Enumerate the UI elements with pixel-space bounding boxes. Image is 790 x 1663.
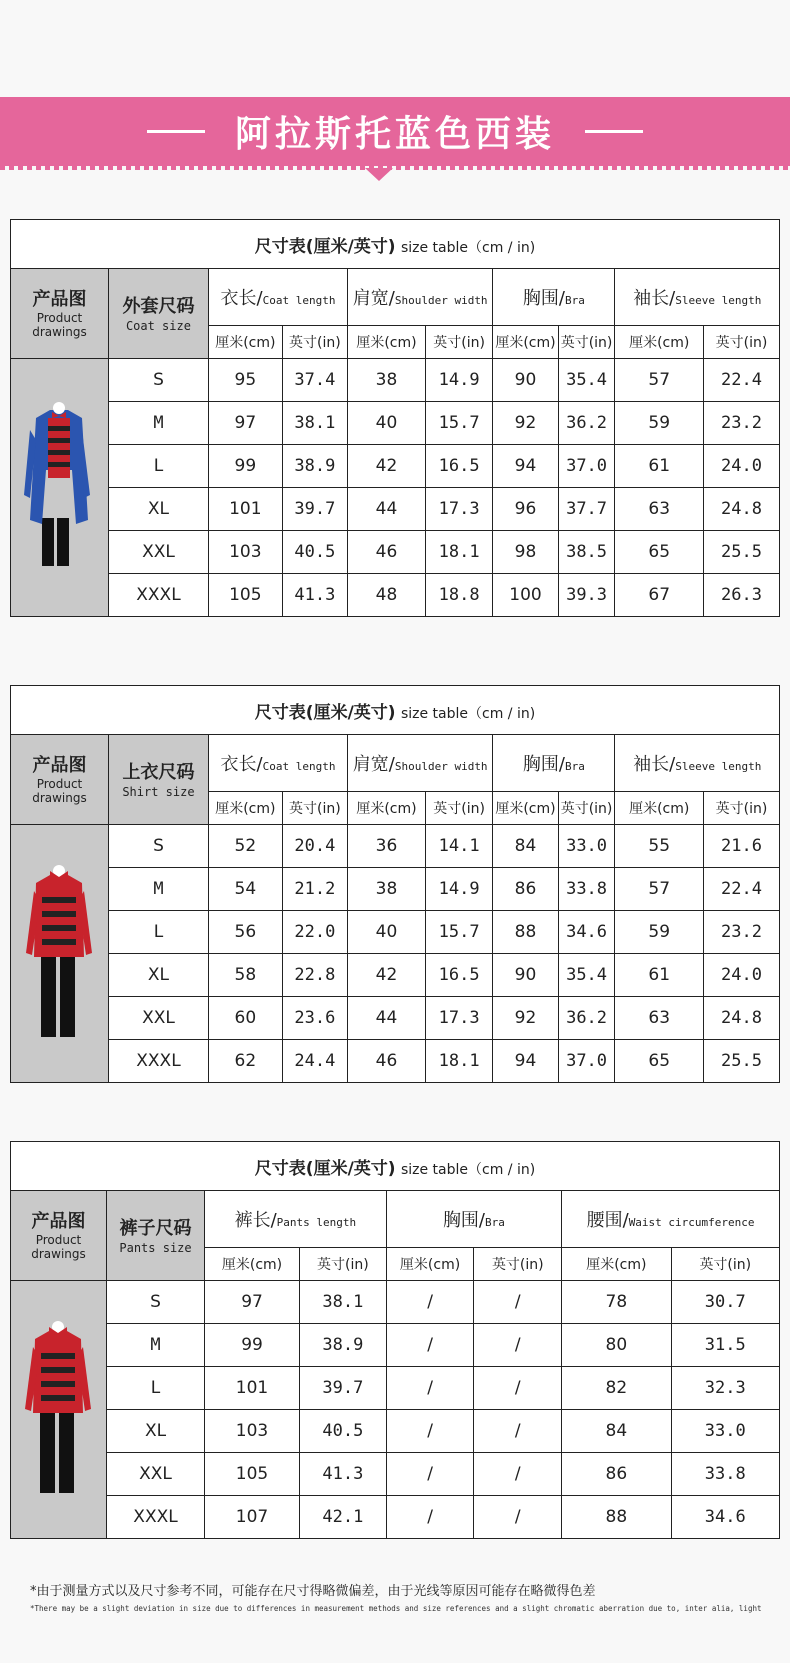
table-row: XXXL 107 42.1 / / 88 34.6 [11,1496,780,1539]
bust-header: 胸围/Bra [493,269,615,326]
unit-cm: 厘米(cm) [348,792,426,825]
table-row: XL 101 39.7 44 17.3 96 37.7 63 24.8 [11,488,780,531]
table-title: 尺寸表(厘米/英寸) size table（cm / in) [11,1142,780,1191]
pants-product-image [11,1281,107,1539]
table-row: S 97 38.1 / / 78 30.7 [11,1281,780,1324]
unit-in: 英寸(in) [671,1248,779,1281]
unit-in: 英寸(in) [558,326,615,359]
unit-cm: 厘米(cm) [493,326,558,359]
unit-in: 英寸(in) [425,326,492,359]
table-title: 尺寸表(厘米/英寸) size table（cm / in) [11,686,780,735]
coat-length-header: 衣长/Coat length [208,269,347,326]
shoulder-width-header: 肩宽/Shoulder width [348,269,493,326]
unit-cm: 厘米(cm) [493,792,558,825]
unit-in: 英寸(in) [299,1248,386,1281]
unit-cm: 厘米(cm) [348,326,426,359]
sleeve-length-header: 袖长/Sleeve length [615,735,780,792]
product-header: 产品图 Product drawings [11,1191,107,1281]
bust-header: 胸围/Bra [386,1191,561,1248]
unit-cm: 厘米(cm) [562,1248,671,1281]
product-header: 产品图 Product drawings [11,269,109,359]
table-row: XXL 60 23.6 44 17.3 92 36.2 63 24.8 [11,997,780,1040]
bust-header: 胸围/Bra [493,735,615,792]
note-chinese: *由于测量方式以及尺寸参考不同，可能存在尺寸得略微偏差，由于光线等原因可能存在略微得色差 [30,1584,596,1599]
unit-cm: 厘米(cm) [615,326,703,359]
unit-in: 英寸(in) [703,326,779,359]
table-row: M 99 38.9 / / 80 31.5 [11,1324,780,1367]
table-row: XL 103 40.5 / / 84 33.0 [11,1410,780,1453]
table-row: S 95 37.4 38 14.9 90 35.4 57 22.4 [11,359,780,402]
unit-in: 英寸(in) [282,792,347,825]
pants-size-table [10,1141,780,1539]
size-header: 上衣尺码 Shirt size [108,735,208,825]
unit-cm: 厘米(cm) [205,1248,300,1281]
table-row: XXXL 62 24.4 46 18.1 94 37.0 65 25.5 [11,1040,780,1083]
table-row: M 54 21.2 38 14.9 86 33.8 57 22.4 [11,868,780,911]
table-title: 尺寸表(厘米/英寸) size table（cm / in) [11,220,780,269]
table-row: S 52 20.4 36 14.1 84 33.0 55 21.6 [11,825,780,868]
unit-in: 英寸(in) [425,792,492,825]
page-title: 阿拉斯托蓝色西装 [234,114,555,155]
unit-cm: 厘米(cm) [208,326,282,359]
table-row: M 97 38.1 40 15.7 92 36.2 59 23.2 [11,402,780,445]
table-row: XXL 103 40.5 46 18.1 98 38.5 65 25.5 [11,531,780,574]
blue-coat-outfit-illustration [24,400,94,570]
table-row: XXL 105 41.3 / / 86 33.8 [11,1453,780,1496]
coat-size-table [10,219,780,617]
unit-cm: 厘米(cm) [615,792,703,825]
banner-title-wrap [0,97,790,166]
waist-header: 腰围/Waist circumference [562,1191,780,1248]
table-row: XL 58 22.8 42 16.5 90 35.4 61 24.0 [11,954,780,997]
shoulder-width-header: 肩宽/Shoulder width [348,735,493,792]
coat-product-image [11,359,109,617]
coat-length-header: 衣长/Coat length [208,735,347,792]
note-english: *There may be a slight deviation in size due to differences in measurement methods and size references and a slight chromatic aberration due to, inter alia, light [30,1604,762,1613]
unit-cm: 厘米(cm) [386,1248,474,1281]
shirt-size-table [10,685,780,1083]
pants-length-header: 裤长/Pants length [205,1191,387,1248]
unit-in: 英寸(in) [703,792,779,825]
unit-in: 英寸(in) [282,326,347,359]
product-header: 产品图 Product drawings [11,735,109,825]
red-shirt-outfit-illustration [24,861,94,1041]
shirt-product-image [11,825,109,1083]
title-right-bar [585,130,643,133]
unit-in: 英寸(in) [474,1248,562,1281]
sleeve-length-header: 袖长/Sleeve length [615,269,780,326]
table-row: L 99 38.9 42 16.5 94 37.0 61 24.0 [11,445,780,488]
table-row: L 56 22.0 40 15.7 88 34.6 59 23.2 [11,911,780,954]
title-left-bar [147,130,205,133]
pants-outfit-illustration [23,1317,93,1497]
banner-notch [365,168,393,181]
table-row: XXXL 105 41.3 48 18.8 100 39.3 67 26.3 [11,574,780,617]
table-row: L 101 39.7 / / 82 32.3 [11,1367,780,1410]
unit-cm: 厘米(cm) [208,792,282,825]
unit-in: 英寸(in) [558,792,615,825]
size-header: 裤子尺码 Pants size [106,1191,204,1281]
size-header: 外套尺码 Coat size [108,269,208,359]
banner-dashed-line [0,166,790,170]
